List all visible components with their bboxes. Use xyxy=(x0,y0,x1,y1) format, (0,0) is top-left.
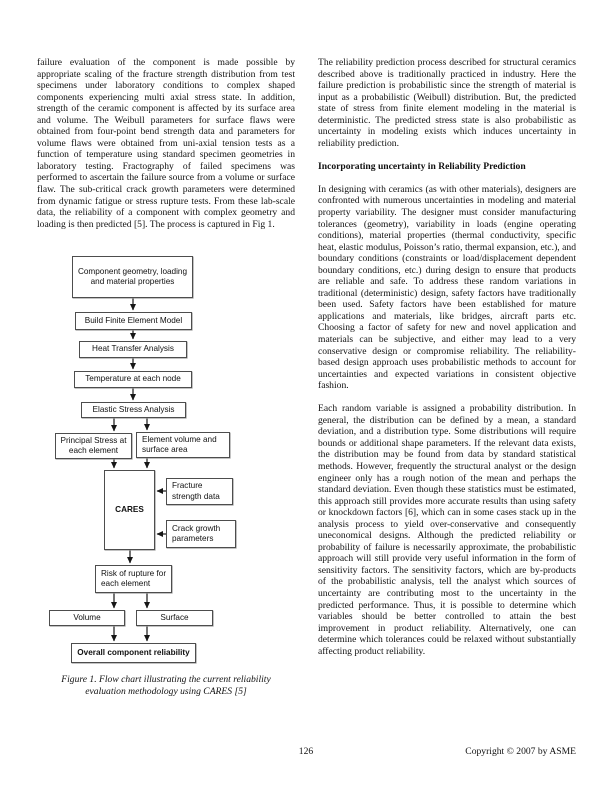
flowchart-node-temperature: Temperature at each node xyxy=(74,371,192,388)
flowchart-node-overall-reliability: Overall component reliability xyxy=(71,643,196,663)
flowchart-node-principal-stress: Principal Stress at each element xyxy=(55,433,132,459)
flowchart-node-heat-transfer: Heat Transfer Analysis xyxy=(79,341,187,358)
right-paragraph-2: In designing with ceramics (as with other materials), designers are confronted with numerous uncertainties in modeling and material property variability. The designer must consider manufacturing tolerances (geometry), variability in loads (engine operating conditions), material properties (thermal conductivity, specific heat, elastic modulus, Poisson’s ratio, thermal expansion, etc.), and boundary conditions (constraints or load/displacement dependent boundary conditions, etc.) during design to ensure that products are reliable and safe. To address these random variations in traditional (deterministic) design, safety factors have traditionally been used. Safety factors have been established for mature applications and materials, like bridges, aircraft parts etc. Choosing a factor of safety for new and novel application and materials can be subjective, and either may lead to a very conservative design or compromise reliability. The reliability-based design approach uses probabilistic methods to account for uncertainties and expected variations in consistent objective fashion. xyxy=(318,183,576,392)
right-column xyxy=(318,57,576,669)
left-intro-paragraph: failure evaluation of the component is made possible by appropriate scaling of the fracture strength distribution from test specimens under laboratory conditions to complex shaped components experiencing multi axial stress state. In addition, strength of the ceramic component is affected by its surface area and volume. The Weibull parameters for surface flaws were obtained from four-point bend strength data and parameters for volume flaws were obtained from uni-axial tension tests as a function of temperature using standard specimen geometries in laboratory testing. Fractography of failed specimens was performed to ascertain the failure source from a volume or surface flaw. The sub-critical crack growth parameters were determined from dynamic fatigue or stress rupture tests. From these lab-scale data, the reliability of a component with complex geometry and loading is then predicted [5]. The process is captured in Fig 1. xyxy=(37,57,295,230)
flowchart-node-cares: CARES xyxy=(104,470,155,550)
page-number: 126 xyxy=(298,746,314,757)
right-paragraph-1: The reliability prediction process described for structural ceramics described above is traditionally practiced in industry. Here the failure prediction is probabilistic since the strength of material is input as a probabilistic (Weibull) distribution. But, the predicted state of stress from finite element modeling in the material is deterministic. The predicted stress state is also probabilistic as uncertainty in modeling exists which induces uncertainty in reliability prediction. xyxy=(318,57,576,149)
figure-1-flowchart xyxy=(37,252,295,672)
left-column xyxy=(37,57,295,265)
flowchart-node-volume: Volume xyxy=(49,610,125,626)
flowchart-node-surface: Surface xyxy=(136,610,213,626)
flowchart-node-component-geometry: Component geometry, loading and material properties xyxy=(72,256,193,298)
right-paragraph-3: Each random variable is assigned a probability distribution. In general, the distribution can be defined by a mean, a standard deviation, and a distribution type. Some distributions will require bounds or additional shape parameters. If the relevant data exists, the distribution may be found from data by standard statistical methods. However, frequently the structural analyst or the design engineer only has a rough notion of the mean and perhaps the standard deviation. Even though these statistics must be estimated, this approach still provides more accurate results than using safety or knockdown factors [6], which can in some cases stack up in the analysis process to yield over-conservative and consequently uneconomical designs. Although the predicted reliability or probability of failure is necessarily approximate, the probabilistic approach will still provide very useful information in the form of sensitivity factors. The sensitivity factors, which are by-products of the probabilistic analysis, tell the analyst which sources of uncertainty are contributing most to the uncertainty in the predicted performance. Thus, it is possible to determine which variables should be better controlled to attain the best improvement in product reliability. Alternatively, one can determine which tolerances could be relaxed without substantially affecting product reliability. xyxy=(318,403,576,657)
flowchart-node-crack-growth: Crack growth parameters xyxy=(166,520,236,548)
figure-caption-line-2: evaluation methodology using CARES [5] xyxy=(85,685,247,697)
flowchart-node-risk-of-rupture: Risk of rupture for each element xyxy=(95,565,172,593)
copyright-notice: Copyright © 2007 by ASME xyxy=(465,746,576,757)
figure-caption-line-1: Figure 1. Flow chart illustrating the current reliability xyxy=(61,674,271,685)
figure-1-caption xyxy=(37,674,295,697)
flowchart-node-elastic-stress: Elastic Stress Analysis xyxy=(81,402,186,418)
flowchart-node-element-volume: Element volume and surface area xyxy=(136,432,230,458)
flowchart-node-fracture-strength: Fracture strength data xyxy=(166,478,233,505)
flowchart-node-build-fem: Build Finite Element Model xyxy=(75,312,192,330)
section-heading-incorporating-uncertainty: Incorporating uncertainty in Reliability Prediction xyxy=(318,160,526,172)
